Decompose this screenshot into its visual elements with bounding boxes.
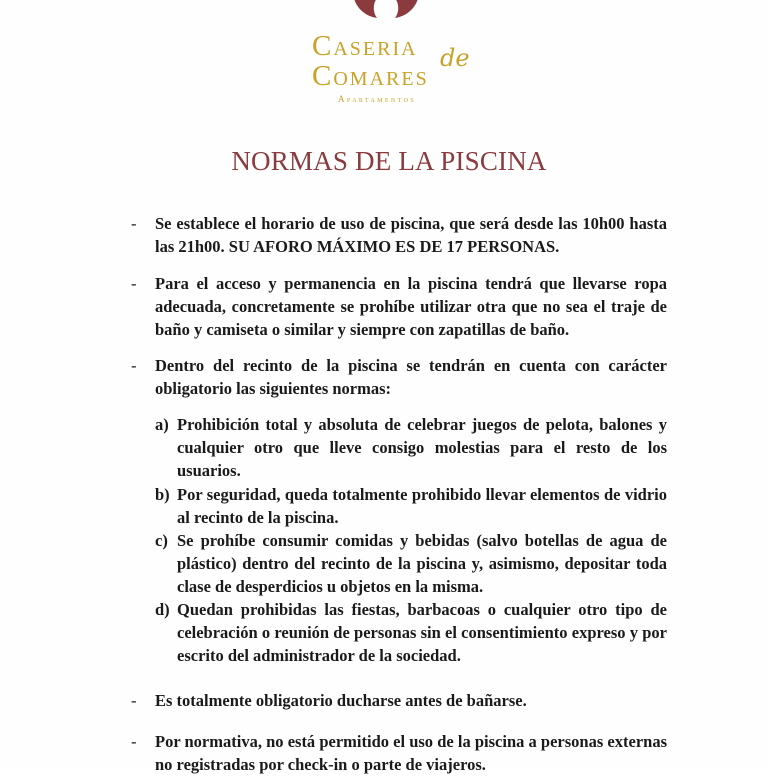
subrule-text: Se prohíbe consumir comidas y bebidas (salvo botellas de agua de plástico) dentro del recinto de la piscina y, asimismo, depositar toda clase de desperdicios u objetos en la misma. bbox=[177, 531, 667, 596]
rule-text: Se establece el horario de uso de piscina, que será desde las 10h00 hasta las 21h00. SU AFORO MÁXIMO ES DE 17 PERSONAS. bbox=[155, 214, 667, 256]
subrule-label: b) bbox=[155, 485, 170, 504]
subrule-label: a) bbox=[155, 415, 169, 434]
page-title: NORMAS DE LA PISCINA bbox=[231, 146, 547, 176]
rule-text: Es totalmente obligatorio ducharse antes de bañarse. bbox=[155, 691, 527, 710]
bullet-dash: - bbox=[131, 691, 137, 710]
bullet-dash: - bbox=[131, 274, 137, 293]
logo-line-2: Comares bbox=[312, 60, 429, 92]
subrule-label: c) bbox=[155, 531, 168, 550]
bullet-dash: - bbox=[131, 356, 137, 375]
rule-text: Por normativa, no está permitido el uso de la piscina a personas externas no registradas por check-in o parte de viajeros. bbox=[155, 732, 667, 774]
subrule-text: Por seguridad, queda totalmente prohibido llevar elementos de vidrio al recinto de la piscina. bbox=[177, 485, 667, 527]
logo-line-1: Caseria bbox=[312, 30, 418, 62]
subrule-text: Prohibición total y absoluta de celebrar juegos de pelota, balones y cualquier otro que lleve consigo molestias para el resto de los usuarios. bbox=[177, 415, 667, 480]
logo-subtitle: Apartamentos bbox=[338, 94, 417, 104]
rule-text: Para el acceso y permanencia en la piscina tendrá que llevarse ropa adecuada, concretamente se prohíbe utilizar otra que no sea el traje de baño y camiseta o similar y siempre con zapatillas de baño. bbox=[155, 274, 667, 339]
subrule-label: d) bbox=[155, 600, 170, 619]
logo bbox=[300, 30, 480, 110]
logo-de: de bbox=[440, 44, 470, 72]
logo-emblem-icon bbox=[347, 0, 425, 26]
subrule-text: Quedan prohibidas las fiestas, barbacoas o cualquier otro tipo de celebración o reunión de personas sin el consentimiento expreso y por escrito del administrador de la sociedad. bbox=[177, 600, 667, 665]
bullet-dash: - bbox=[131, 732, 137, 751]
rule-text: Dentro del recinto de la piscina se tendrán en cuenta con carácter obligatorio las siguientes normas: bbox=[155, 356, 667, 398]
bullet-dash: - bbox=[131, 214, 137, 233]
